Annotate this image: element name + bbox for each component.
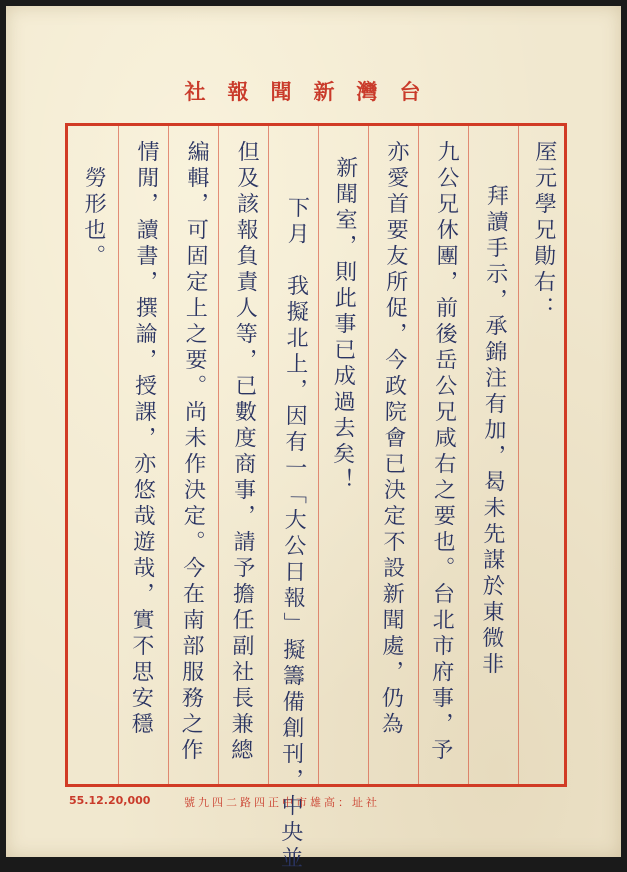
letter-column: 下月 我擬北上，因有一「大公日報」擬籌備創刊，中央並 xyxy=(277,195,310,872)
letter-column: 亦愛首要友所促，今政院會已決定不設新聞處，仍為 xyxy=(377,139,410,739)
letter-column: 編輯，可固定上之要。尚未作決定。今在南部服務之作 xyxy=(177,139,210,765)
letter-column: 但及該報負責人等，已數度商事，請予擔任副社長兼總 xyxy=(227,139,260,765)
ruling-line xyxy=(318,126,319,784)
letter-column: 九公兄休團，前後岳公兄咸右之要也。台北市府事，予 xyxy=(427,139,460,765)
ruling-line xyxy=(368,126,369,784)
letter-paper xyxy=(6,6,621,872)
ruling-line xyxy=(118,126,119,784)
letterhead-title: 台灣新聞報社 xyxy=(184,79,443,104)
publisher-address: 社址：高雄市中正四路二四九號 xyxy=(184,796,380,809)
letter-column: 情閒，讀書，撰論，授課，亦悠哉遊哉，實不思安穩 xyxy=(127,139,160,739)
ruling-line xyxy=(468,126,469,784)
letter-closing: 勞形也。 xyxy=(80,165,107,271)
ruling-line xyxy=(168,126,169,784)
ruling-line xyxy=(268,126,269,784)
letter-column: 拜讀手示，承錦注有加，曷未先謀於東微非 xyxy=(478,183,509,679)
print-run-number: 55.12.20,000 xyxy=(69,794,151,807)
letter-salutation: 厔元學兄勛右： xyxy=(530,139,557,323)
ruling-line xyxy=(418,126,419,784)
ruling-line xyxy=(218,126,219,784)
letter-column: 新聞室，則此事已成過去矣！ xyxy=(329,155,358,495)
ruling-line xyxy=(518,126,519,784)
